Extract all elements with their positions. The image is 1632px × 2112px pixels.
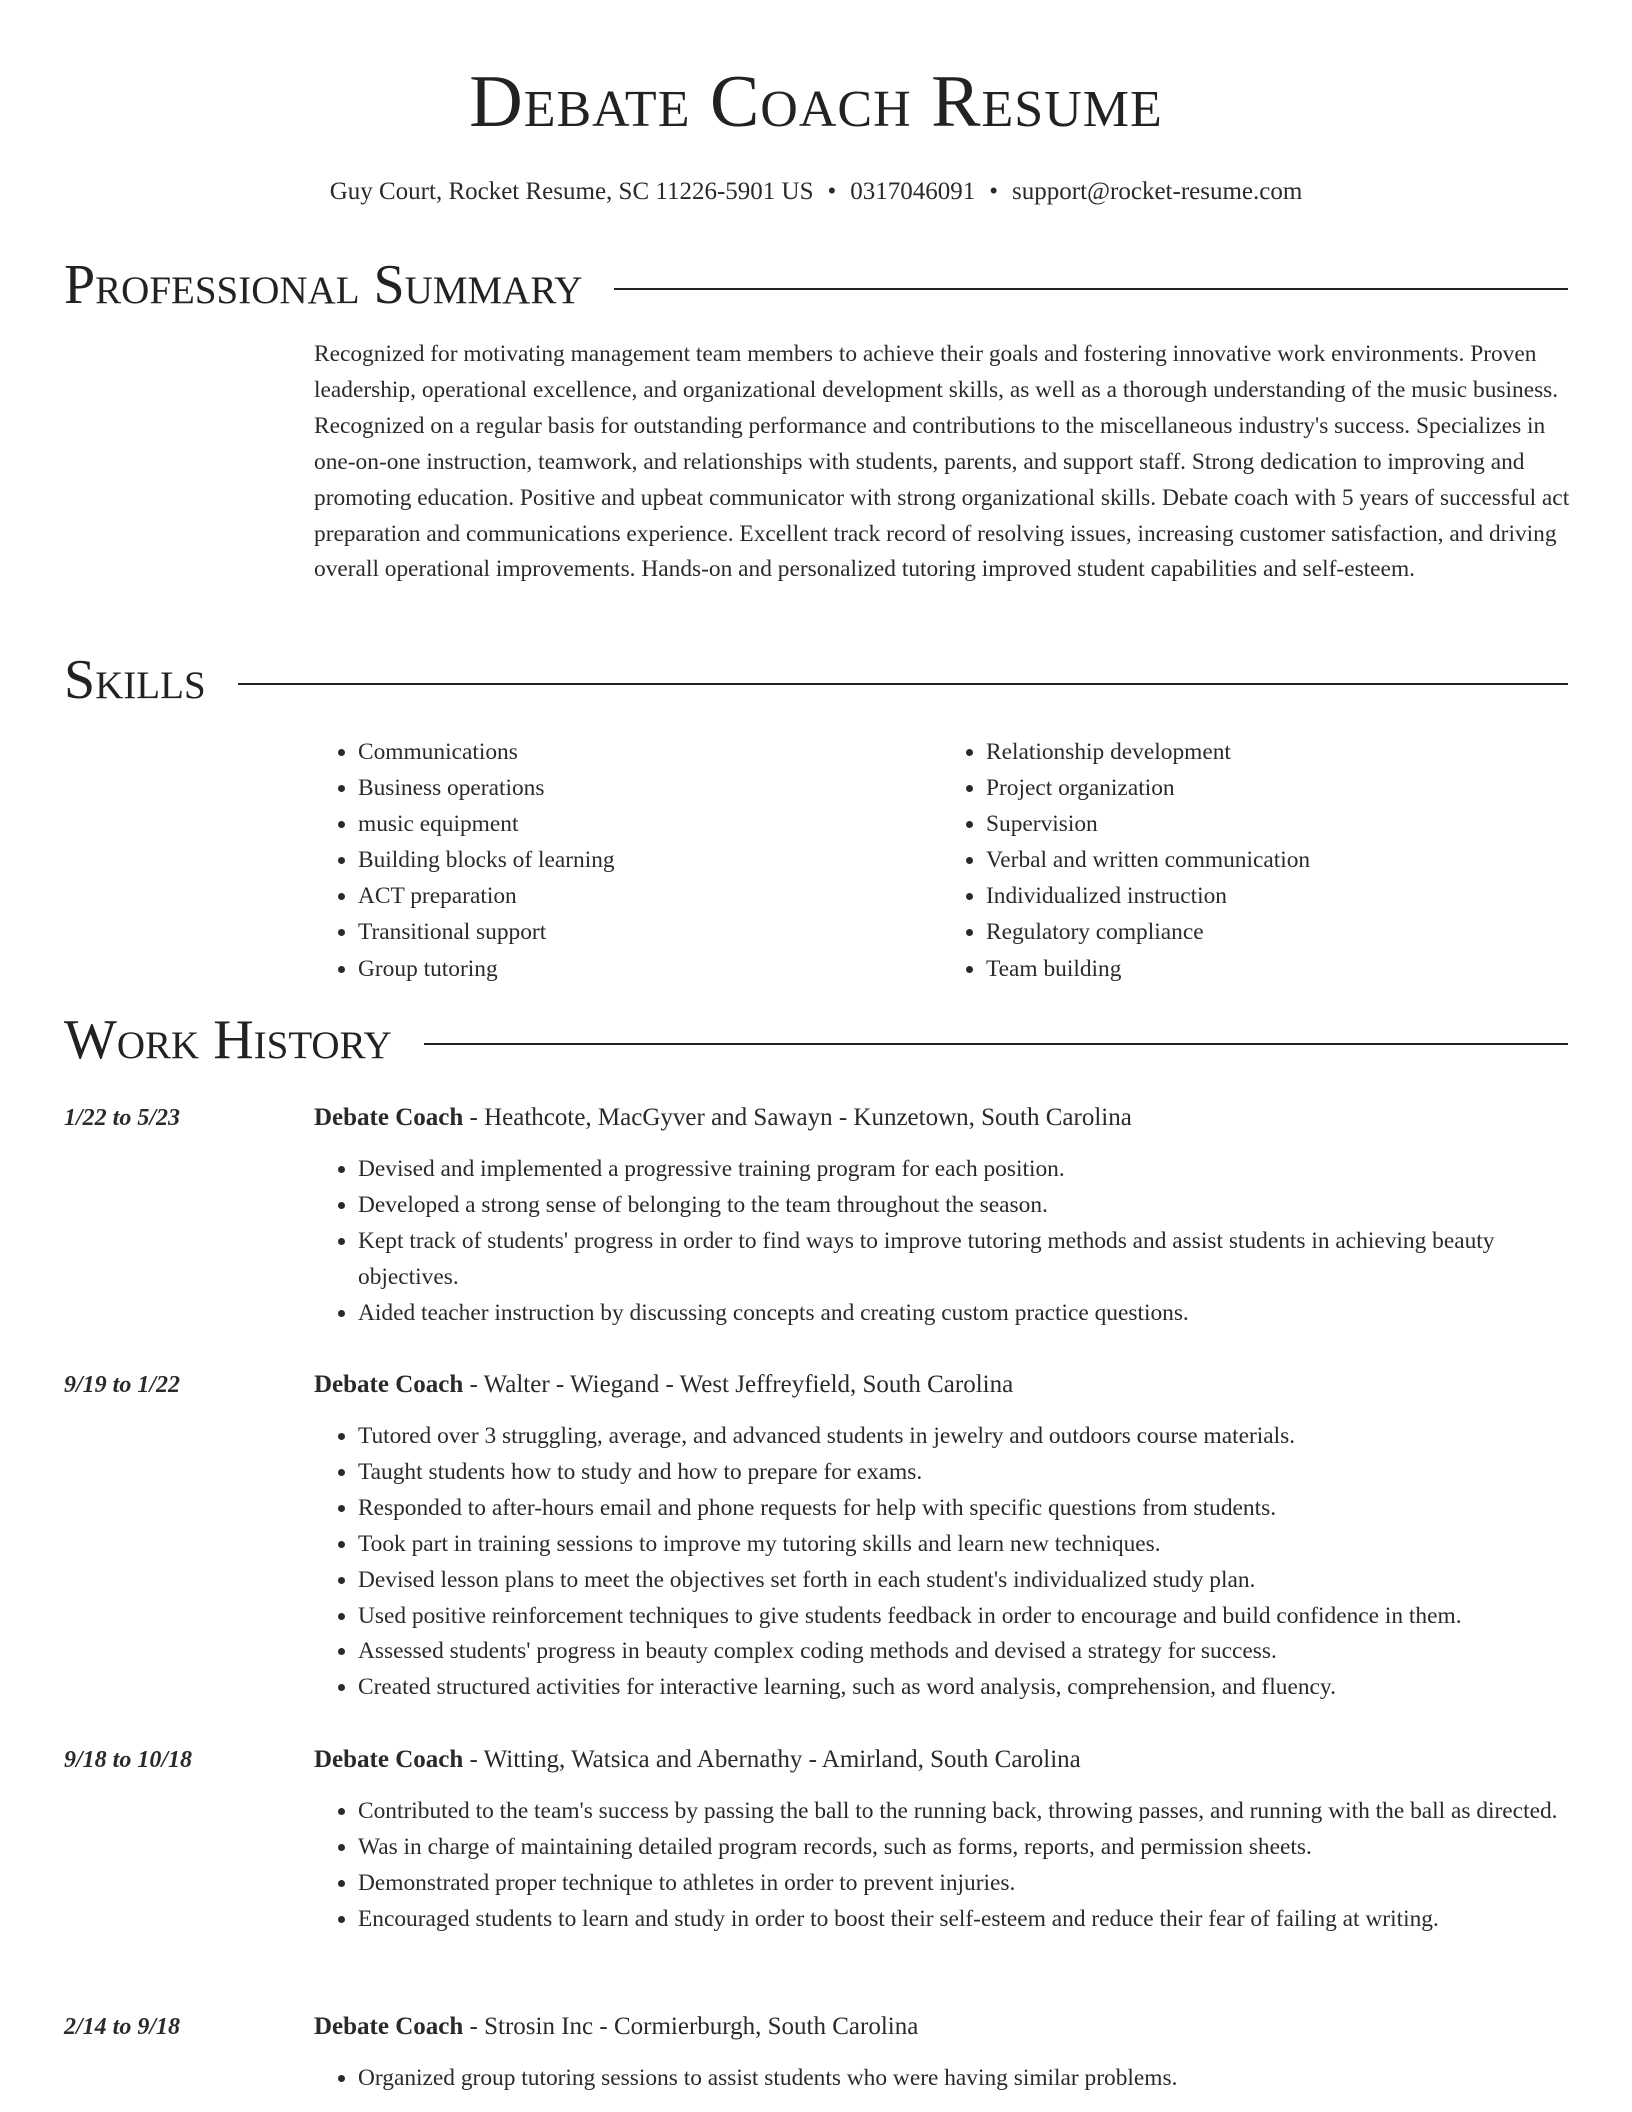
skill-item: • Regulatory compliance <box>986 914 1570 950</box>
contact-address: Guy Court, Rocket Resume, SC 11226-5901 US <box>329 178 814 205</box>
job-bullet: • Used positive reinforcement techniques to give students feedback in order to encourage and build confidence in them. <box>358 1599 1570 1635</box>
skill-item: • Project organization <box>986 770 1570 806</box>
summary-heading: Professional Summary <box>64 254 583 316</box>
skill-item: • Group tutoring <box>358 951 942 987</box>
job-bullet: • Assessed students' progress in beauty complex coding methods and devised a strategy for success. <box>358 1634 1570 1670</box>
skill-item: • ACT preparation <box>358 878 942 914</box>
job-bullet: • Was in charge of maintaining detailed program records, such as forms, reports, and permission sheets. <box>358 1830 1570 1866</box>
job-details: - Strosin Inc - Cormierburgh, South Carolina <box>463 2013 919 2040</box>
skill-item: • Supervision <box>986 806 1570 842</box>
skills-section-header <box>64 650 1568 712</box>
job-dates: 1/22 to 5/23 <box>64 1105 181 1131</box>
job-heading <box>314 1367 1013 1403</box>
section-divider <box>424 1043 1568 1045</box>
job-dates: 9/19 to 1/22 <box>64 1372 181 1398</box>
job-details: - Witting, Watsica and Abernathy - Amirland, South Carolina <box>463 1746 1081 1773</box>
job-bullet: • Organized group tutoring sessions to assist students who were having similar problems. <box>358 2061 1570 2097</box>
job-bullet: • Taught students how to study and how to prepare for exams. <box>358 1455 1570 1491</box>
work-heading: Work History <box>64 1009 392 1071</box>
job-bullet: • Kept track of students' progress in order to find ways to improve tutoring methods and assist students in achieving beauty objectives. <box>358 1224 1570 1296</box>
job-title: Debate Coach <box>314 2013 464 2040</box>
job-details: - Heathcote, MacGyver and Sawayn - Kunzetown, South Carolina <box>463 1104 1132 1131</box>
contact-separator: • <box>989 178 999 205</box>
job-bullets <box>314 2061 1570 2097</box>
skills-heading: Skills <box>64 649 206 711</box>
work-section-header <box>64 1010 1568 1072</box>
skills-column-left <box>314 734 942 987</box>
job-bullet: • Encouraged students to learn and study in order to boost their self-esteem and reduce their fear of failing at writing. <box>358 1902 1570 1938</box>
skill-item: • Transitional support <box>358 914 942 950</box>
job-heading <box>314 1100 1132 1136</box>
skill-item: • Relationship development <box>986 734 1570 770</box>
job-bullet: • Developed a strong sense of belonging to the team throughout the season. <box>358 1188 1570 1224</box>
skill-item: • Verbal and written communication <box>986 842 1570 878</box>
section-divider <box>614 288 1568 290</box>
job-bullet: • Demonstrated proper technique to athletes in order to prevent injuries. <box>358 1866 1570 1902</box>
job-title: Debate Coach <box>314 1746 464 1773</box>
job-title: Debate Coach <box>314 1371 464 1398</box>
job-bullet: • Took part in training sessions to improve my tutoring skills and learn new techniques. <box>358 1527 1570 1563</box>
job-heading <box>314 2009 918 2045</box>
summary-text: Recognized for motivating management team members to achieve their goals and fostering innovative work environments. Proven leadership, operational excellence, and organizational development skills, as well as a thorough understanding of the music business. Recognized on a regular basis for outstanding performance and contributions to the miscellaneous industry's success. Specializes in one-on-one instruction, teamwork, and relationships with students, parents, and support staff. Strong dedication to improving and promoting education. Positive and upbeat communicator with strong organizational skills. Debate coach with 5 years of successful act preparation and communications experience. Excellent track record of resolving issues, increasing customer satisfaction, and driving overall operational improvements. Hands-on and personalized tutoring improved student capabilities and self-esteem. <box>314 341 1570 583</box>
contact-separator: • <box>827 178 837 205</box>
skill-item: • Building blocks of learning <box>358 842 942 878</box>
job-title: Debate Coach <box>314 1104 464 1131</box>
section-divider <box>238 683 1568 685</box>
skills-list <box>314 734 1570 987</box>
job-bullet: • Devised and implemented a progressive training program for each position. <box>358 1152 1570 1188</box>
job-bullet: • Contributed to the team's success by passing the ball to the running back, throwing passes, and running with the ball as directed. <box>358 1794 1570 1830</box>
job-dates: 2/14 to 9/18 <box>64 2014 181 2040</box>
skills-column-right <box>942 734 1570 987</box>
contact-phone: 0317046091 <box>850 178 976 205</box>
job-details: - Walter - Wiegand - West Jeffreyfield, South Carolina <box>463 1371 1014 1398</box>
skill-item: • Team building <box>986 951 1570 987</box>
skill-item: • Business operations <box>358 770 942 806</box>
job-bullet: • Responded to after-hours email and phone requests for help with specific questions from students. <box>358 1491 1570 1527</box>
contact-line <box>0 174 1632 210</box>
resume-title: Debate Coach Resume <box>469 61 1163 143</box>
job-heading <box>314 1742 1081 1778</box>
job-bullets <box>314 1794 1570 1938</box>
job-bullets <box>314 1152 1570 1332</box>
skill-item: • Individualized instruction <box>986 878 1570 914</box>
contact-email: support@rocket-resume.com <box>1012 178 1303 205</box>
job-bullets <box>314 1419 1570 1706</box>
skill-item: • Communications <box>358 734 942 770</box>
skill-item: • music equipment <box>358 806 942 842</box>
job-bullet: • Aided teacher instruction by discussing concepts and creating custom practice questions. <box>358 1296 1570 1332</box>
summary-section-header <box>64 255 1568 317</box>
job-bullet: • Devised lesson plans to meet the objectives set forth in each student's individualized study plan. <box>358 1563 1570 1599</box>
job-bullet: • Tutored over 3 struggling, average, and advanced students in jewelry and outdoors course materials. <box>358 1419 1570 1455</box>
job-dates: 9/18 to 10/18 <box>64 1747 193 1773</box>
job-bullet: • Created structured activities for interactive learning, such as word analysis, comprehension, and fluency. <box>358 1670 1570 1706</box>
